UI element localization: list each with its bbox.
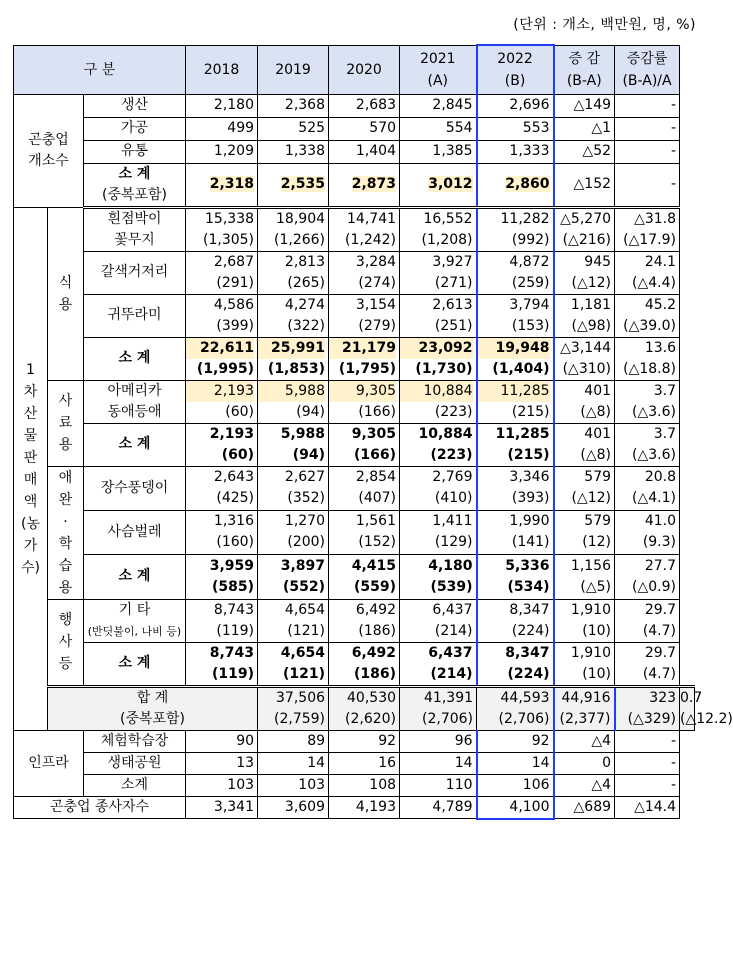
- value-cell: 103: [258, 774, 329, 796]
- value-cell: 13.6 (△18.8): [615, 337, 680, 380]
- value-cell: 4,100: [477, 796, 554, 819]
- subgroup-event-label: 행 사 등: [48, 599, 84, 686]
- value-cell: 2,845: [400, 94, 477, 117]
- value-cell: 2,535: [258, 163, 329, 207]
- value-cell: 23,092 (1,730): [400, 337, 477, 380]
- group-business-label: 곤충업 개소수: [14, 94, 84, 207]
- table-row: [14, 163, 695, 207]
- value-cell: △149: [554, 94, 615, 117]
- value-cell: 3,154 (279): [329, 294, 400, 337]
- header-rate: 증감률 (B-A)/A: [615, 45, 680, 94]
- row-label: 소 계: [84, 337, 186, 380]
- value-cell: △1: [554, 117, 615, 140]
- header-2018: 2018: [186, 45, 258, 94]
- value-cell: 106: [477, 774, 554, 796]
- value-cell: 11,285 (215): [477, 423, 554, 466]
- value-cell: △3,144 (△310): [554, 337, 615, 380]
- value-cell: 2,696: [477, 94, 554, 117]
- value-cell: 92: [477, 730, 554, 752]
- insect-industry-table: [13, 44, 733, 820]
- value-cell: 553: [477, 117, 554, 140]
- value-cell: 3.7 (△3.6): [615, 423, 680, 466]
- value-cell: 20.8 (△4.1): [615, 466, 680, 510]
- row-label: 유통: [84, 140, 186, 163]
- value-cell: 92: [329, 730, 400, 752]
- value-cell: 6,437 (214): [400, 642, 477, 686]
- value-cell: -: [615, 752, 680, 774]
- table-row: [14, 117, 695, 140]
- row-label: 소계: [84, 774, 186, 796]
- value-cell: 4,193: [329, 796, 400, 819]
- row-label: 소 계 (중복포함): [84, 163, 186, 207]
- value-cell: 3,794 (153): [477, 294, 554, 337]
- value-cell: 570: [329, 117, 400, 140]
- value-cell: 37,506 (2,759): [258, 686, 329, 730]
- value-cell: 579 (12): [554, 510, 615, 554]
- value-cell: △4: [554, 730, 615, 752]
- value-cell: 9,305 (166): [329, 380, 400, 423]
- value-cell: 401 (△8): [554, 423, 615, 466]
- value-cell: 25,991 (1,853): [258, 337, 329, 380]
- table-row: [14, 466, 695, 510]
- value-cell: 1,404: [329, 140, 400, 163]
- value-cell: 10,884 (223): [400, 380, 477, 423]
- value-cell: 2,860: [477, 163, 554, 207]
- value-cell: 108: [329, 774, 400, 796]
- value-cell: 2,683: [329, 94, 400, 117]
- value-cell: 22,611 (1,995): [186, 337, 258, 380]
- row-label: 귀뚜라미: [84, 294, 186, 337]
- value-cell: △689: [554, 796, 615, 819]
- value-cell: 27.7 (△0.9): [615, 555, 680, 599]
- value-cell: 14: [400, 752, 477, 774]
- value-cell: 8,743 (119): [186, 599, 258, 642]
- value-cell: 4,654 (121): [258, 599, 329, 642]
- value-cell: 6,492 (186): [329, 642, 400, 686]
- value-cell: 2,318: [186, 163, 258, 207]
- row-label: 소 계: [84, 423, 186, 466]
- value-cell: 2,687 (291): [186, 251, 258, 294]
- value-cell: 110: [400, 774, 477, 796]
- value-cell: 2,643 (425): [186, 466, 258, 510]
- unit-note: (단위 : 개소, 백만원, 명, %): [513, 17, 696, 33]
- value-cell: 16,552 (1,208): [400, 207, 477, 251]
- value-cell: 9,305 (166): [329, 423, 400, 466]
- value-cell: 4,274 (322): [258, 294, 329, 337]
- row-label: 가공: [84, 117, 186, 140]
- subgroup-food-label: 식 용: [48, 207, 84, 380]
- header-row: [14, 45, 695, 94]
- group-infra-label: 인프라: [14, 730, 84, 796]
- value-cell: 11,285 (215): [477, 380, 554, 423]
- value-cell: △14.4: [615, 796, 680, 819]
- value-cell: 2,873: [329, 163, 400, 207]
- row-label: 체험학습장: [84, 730, 186, 752]
- value-cell: 96: [400, 730, 477, 752]
- header-2020: 2020: [329, 45, 400, 94]
- value-cell: 2,613 (251): [400, 294, 477, 337]
- row-label: 갈색거저리: [84, 251, 186, 294]
- table-row: [14, 294, 695, 337]
- value-cell: 14: [477, 752, 554, 774]
- value-cell: 1,910 (10): [554, 599, 615, 642]
- value-cell: △152: [554, 163, 615, 207]
- row-label: 생산: [84, 94, 186, 117]
- value-cell: -: [615, 140, 680, 163]
- value-cell: 2,193 (60): [186, 380, 258, 423]
- value-cell: 8,743 (119): [186, 642, 258, 686]
- row-label: 장수풍뎅이: [84, 466, 186, 510]
- value-cell: 4,654 (121): [258, 642, 329, 686]
- table-row: [14, 730, 695, 752]
- value-cell: -: [615, 94, 680, 117]
- value-cell: 2,180: [186, 94, 258, 117]
- value-cell: 41,391 (2,706): [400, 686, 477, 730]
- value-cell: 401 (△8): [554, 380, 615, 423]
- value-cell: △4: [554, 774, 615, 796]
- value-cell: △5,270 (△216): [554, 207, 615, 251]
- subgroup-feed-label: 사 료 용: [48, 380, 84, 466]
- row-label: 아메리카 동애등애: [84, 380, 186, 423]
- header-2022: 2022 (B): [477, 45, 554, 94]
- value-cell: 2,368: [258, 94, 329, 117]
- value-cell: 1,411 (129): [400, 510, 477, 554]
- value-cell: 2,769 (410): [400, 466, 477, 510]
- header-diff: 증 감 (B-A): [554, 45, 615, 94]
- value-cell: 1,333: [477, 140, 554, 163]
- table-row: [14, 337, 695, 380]
- value-cell: 41.0 (9.3): [615, 510, 680, 554]
- value-cell: 3,897 (552): [258, 555, 329, 599]
- value-cell: 499: [186, 117, 258, 140]
- value-cell: 3,284 (274): [329, 251, 400, 294]
- value-cell: △52: [554, 140, 615, 163]
- value-cell: 1,209: [186, 140, 258, 163]
- table-row: [14, 796, 695, 819]
- value-cell: 14,741 (1,242): [329, 207, 400, 251]
- row-label: 흰점박이 꽃무지: [84, 207, 186, 251]
- value-cell: 89: [258, 730, 329, 752]
- value-cell: 4,872 (259): [477, 251, 554, 294]
- value-cell: 29.7 (4.7): [615, 642, 680, 686]
- value-cell: 1,316 (160): [186, 510, 258, 554]
- table-row: [14, 94, 695, 117]
- table-row: [14, 599, 695, 642]
- table-row: [14, 752, 695, 774]
- table-row: [14, 555, 695, 599]
- value-cell: 14: [258, 752, 329, 774]
- value-cell: -: [615, 774, 680, 796]
- value-cell: 3,959 (585): [186, 555, 258, 599]
- value-cell: 8,347 (224): [477, 599, 554, 642]
- value-cell: 1,561 (152): [329, 510, 400, 554]
- row-label: 합 계 (중복포함): [48, 686, 258, 730]
- table-row: [14, 380, 695, 423]
- row-label: 기 타 (반딧불이, 나비 등): [84, 599, 186, 642]
- value-cell: 1,385: [400, 140, 477, 163]
- value-cell: 4,180 (539): [400, 555, 477, 599]
- value-cell: 2,627 (352): [258, 466, 329, 510]
- table-row: [14, 686, 695, 730]
- value-cell: 1,270 (200): [258, 510, 329, 554]
- value-cell: 3,609: [258, 796, 329, 819]
- value-cell: 1,990 (141): [477, 510, 554, 554]
- value-cell: -: [615, 730, 680, 752]
- value-cell: 5,988 (94): [258, 423, 329, 466]
- table-row: [14, 251, 695, 294]
- table-row: [14, 423, 695, 466]
- value-cell: 0: [554, 752, 615, 774]
- value-cell: 6,492 (186): [329, 599, 400, 642]
- value-cell: 19,948 (1,404): [477, 337, 554, 380]
- row-label: 소 계: [84, 642, 186, 686]
- value-cell: 525: [258, 117, 329, 140]
- value-cell: -: [615, 117, 680, 140]
- value-cell: 1,181 (△98): [554, 294, 615, 337]
- value-cell: 13: [186, 752, 258, 774]
- value-cell: 103: [186, 774, 258, 796]
- subgroup-pet-label: 애 완 · 학 습 용: [48, 466, 84, 599]
- value-cell: 0.7 (△12.2): [680, 686, 695, 730]
- value-cell: 2,193 (60): [186, 423, 258, 466]
- table-row: [14, 642, 695, 686]
- value-cell: 29.7 (4.7): [615, 599, 680, 642]
- table-row: [14, 207, 695, 251]
- header-2021: 2021 (A): [400, 45, 477, 94]
- value-cell: 44,593 (2,706): [477, 686, 554, 730]
- value-cell: 1,156 (△5): [554, 555, 615, 599]
- value-cell: 24.1 (△4.4): [615, 251, 680, 294]
- value-cell: 10,884 (223): [400, 423, 477, 466]
- value-cell: 6,437 (214): [400, 599, 477, 642]
- row-label: 소 계: [84, 555, 186, 599]
- value-cell: 3,341: [186, 796, 258, 819]
- header-2019: 2019: [258, 45, 329, 94]
- value-cell: 945 (△12): [554, 251, 615, 294]
- row-label: 곤충업 종사자수: [14, 796, 186, 819]
- value-cell: 323 (△329): [615, 686, 680, 730]
- value-cell: 1,338: [258, 140, 329, 163]
- value-cell: 4,789: [400, 796, 477, 819]
- header-category: 구 분: [14, 45, 186, 94]
- value-cell: 90: [186, 730, 258, 752]
- value-cell: 3.7 (△3.6): [615, 380, 680, 423]
- value-cell: 11,282 (992): [477, 207, 554, 251]
- value-cell: 44,916 (2,377): [554, 686, 615, 730]
- row-label: 생태공원: [84, 752, 186, 774]
- value-cell: 16: [329, 752, 400, 774]
- value-cell: 3,012: [400, 163, 477, 207]
- value-cell: 579 (△12): [554, 466, 615, 510]
- value-cell: 2,813 (265): [258, 251, 329, 294]
- value-cell: 5,988 (94): [258, 380, 329, 423]
- value-cell: 3,346 (393): [477, 466, 554, 510]
- value-cell: 1,910 (10): [554, 642, 615, 686]
- value-cell: 554: [400, 117, 477, 140]
- value-cell: 3,927 (271): [400, 251, 477, 294]
- row-label: 사슴벌레: [84, 510, 186, 554]
- value-cell: 8,347 (224): [477, 642, 554, 686]
- value-cell: 40,530 (2,620): [329, 686, 400, 730]
- table-row: [14, 510, 695, 554]
- group-sales-label: 1 차 산 물 판 매 액 (농 가 수): [14, 207, 48, 730]
- value-cell: 4,415 (559): [329, 555, 400, 599]
- value-cell: 45.2 (△39.0): [615, 294, 680, 337]
- table-row: [14, 774, 695, 796]
- value-cell: 18,904 (1,266): [258, 207, 329, 251]
- value-cell: -: [615, 163, 680, 207]
- value-cell: 21,179 (1,795): [329, 337, 400, 380]
- value-cell: 5,336 (534): [477, 555, 554, 599]
- value-cell: △31.8 (△17.9): [615, 207, 680, 251]
- table-row: [14, 140, 695, 163]
- value-cell: 2,854 (407): [329, 466, 400, 510]
- value-cell: 4,586 (399): [186, 294, 258, 337]
- value-cell: 15,338 (1,305): [186, 207, 258, 251]
